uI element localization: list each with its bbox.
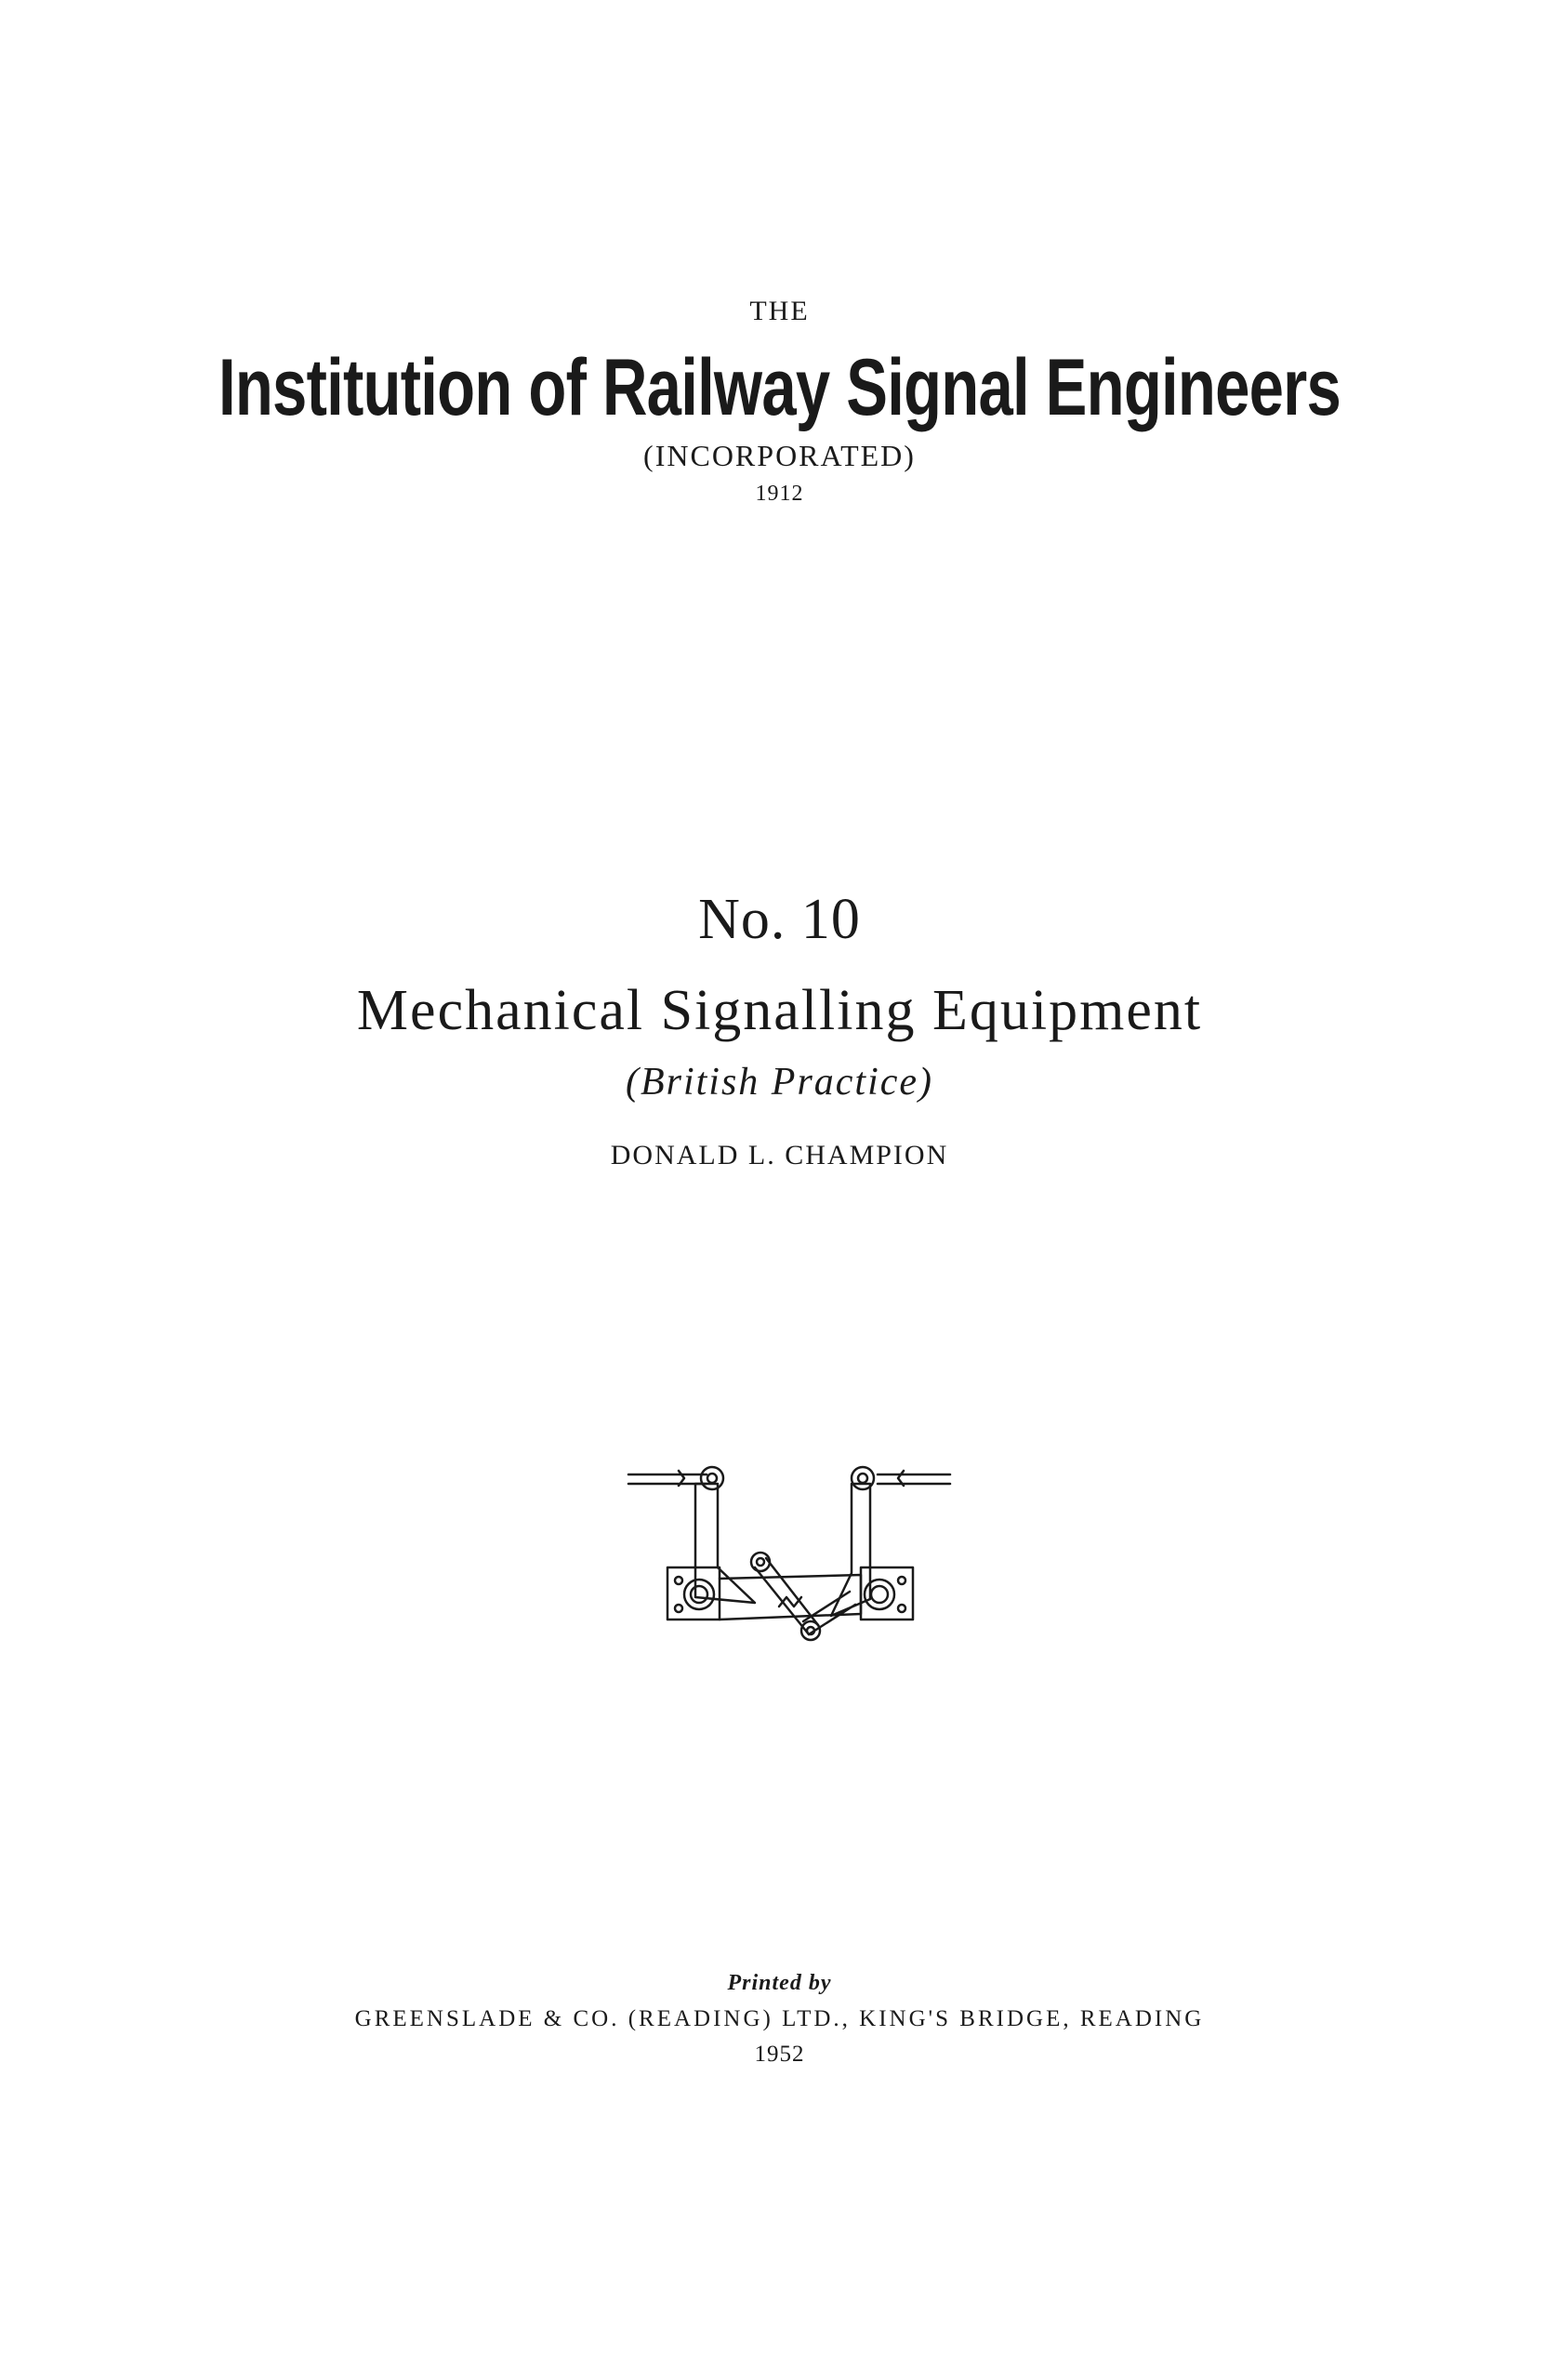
publication-author: DONALD L. CHAMPION [610, 1140, 949, 1170]
lever-crank-mechanism-icon [625, 1458, 959, 1676]
publication-title: Mechanical Signalling Equipment [356, 979, 1203, 1042]
printed-by-label: Printed by [727, 1971, 832, 1995]
publication-subtitle: (British Practice) [625, 1061, 934, 1104]
number-prefix: No. [698, 888, 786, 951]
incorporated-label: (INCORPORATED) [643, 439, 916, 472]
institution-name: Institution of Railway Signal Engineers [218, 343, 1341, 432]
print-year: 1952 [754, 2042, 805, 2067]
printer-name: GREENSLADE & CO. (READING) LTD., KING'S BRIDGE, READING [354, 2006, 1205, 2031]
publication-number [0, 887, 1559, 953]
founded-year: 1912 [755, 482, 804, 506]
number-value: 10 [800, 888, 861, 951]
header-the: THE [749, 296, 810, 326]
